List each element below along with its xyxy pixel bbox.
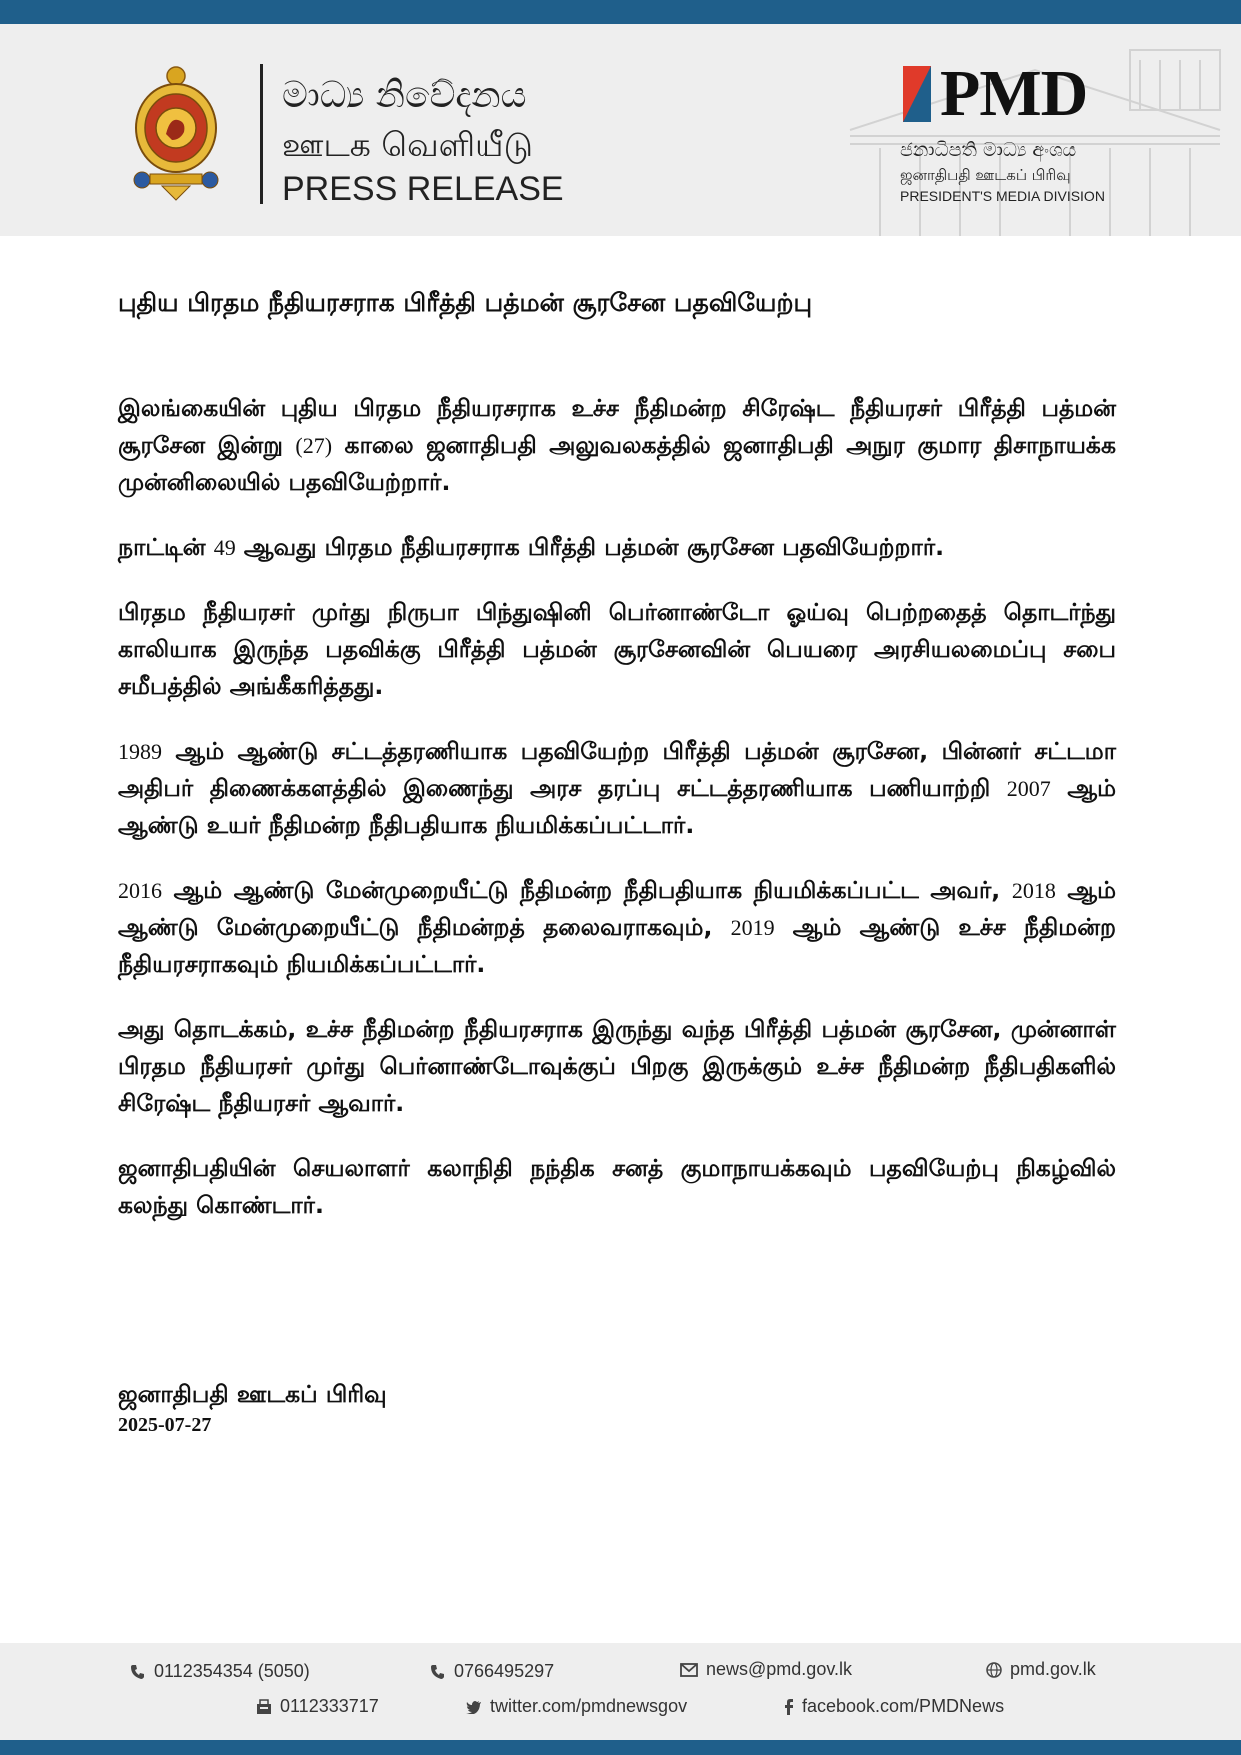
division-english: PRESIDENT'S MEDIA DIVISION [900,188,1105,204]
paragraph: இலங்கையின் புதிய பிரதம நீதியரசராக உச்ச நீதிமன்ற சிரேஷ்ட நீதியரசர் பிரீத்தி பத்மன் சூரசேன இன்று (27) காலை ஜனாதிபதி அலுவலகத்தில் ஜனாதிபதி அநுர குமார திசாநாயக்க முன்னிலையில் பதவியேற்றார். [118,394,1116,496]
paragraph: 2016 ஆம் ஆண்டு மேன்முறையீட்டு நீதிமன்ற நீதிபதியாக நியமிக்கப்பட்ட அவர், 2018 ஆம் ஆண்டு மேன்முறையீட்டு நீதிமன்றத் தலைவராகவும், 2019 ஆம் ஆண்டு உச்ச நீதிமன்ற நீதியரசராகவும் நியமிக்கப்பட்டார். [118,876,1117,978]
footer-facebook[interactable]: facebook.com/PMDNews [784,1696,1004,1717]
footer-email[interactable]: news@pmd.gov.lk [680,1659,852,1680]
footer-phone2[interactable]: 0766495297 [430,1661,554,1682]
paragraph: ஜனாதிபதியின் செயலாளர் கலாநிதி நந்திக சனத் குமாநாயக்கவும் பதவியேற்பு நிகழ்வில் கலந்து கொண்டார். [118,1154,1116,1219]
paragraph: 1989 ஆம் ஆண்டு சட்டத்தரணியாக பதவியேற்ற பிரீத்தி பத்மன் சூரசேன, பின்னர் சட்டமா அதிபர் திணைக்களத்தில் இணைந்து அரச தரப்பு சட்டத்தரணியாக பணியாற்றி 2007 ஆம் ஆண்டு உயர் நீதிமன்ற நீதிபதியாக நியமிக்கப்பட்டார். [118,737,1116,839]
letterhead [0,24,1241,236]
facebook-icon [784,1699,794,1715]
signature-name: ஜனாதிபதி ஊடகப் பிரிவு [118,1380,387,1408]
footer-twitter[interactable]: twitter.com/pmdnewsgov [466,1696,687,1717]
division-sinhala: ජනාධිපති මාධ්‍ය අංශය [900,139,1077,161]
fax-icon [256,1699,272,1715]
paragraph: அது தொடக்கம், உச்ச நீதிமன்ற நீதியரசராக இருந்து வந்த பிரீத்தி பத்மன் சூரசேன, முன்னாள் பிரதம நீதியரசர் முர்து பெர்னாண்டோவுக்குப் பிறகு இருக்கும் உச்ச நீதிமன்ற நீதிபதிகளில் சிரேஷ்ட நீதியரசர் ஆவார். [118,1015,1116,1117]
phone-icon [130,1664,146,1680]
footer-phone1[interactable]: 0112354354 (5050) [130,1661,310,1682]
top-accent-bar [0,0,1241,24]
header-divider [260,64,263,204]
email-icon [680,1663,698,1677]
footer-website[interactable]: pmd.gov.lk [986,1659,1096,1680]
national-emblem-icon [128,62,224,202]
mobile-phone-icon [430,1664,446,1680]
signature-block [118,1377,387,1439]
article-body [118,390,1116,1252]
bottom-accent-bar [0,1740,1241,1755]
title-sinhala: මාධ්‍ය නිවේදනය [282,75,527,116]
globe-icon [986,1662,1002,1678]
headline: புதிய பிரதம நீதியரசராக பிரீத்தி பத்மன் சூரசேன பதவியேற்பு [118,288,813,317]
paragraph: நாட்டின் 49 ஆவது பிரதம நீதியரசராக பிரீத்தி பத்மன் சூரசேன பதவியேற்றார். [118,533,945,561]
title-tamil: ஊடக வெளியீடு [282,125,533,164]
pmd-logo-text: PMD [940,57,1088,130]
division-tamil: ஜனாதிபதி ஊடகப் பிரிவு [900,166,1071,184]
release-date: 2025-07-27 [118,1414,212,1436]
paragraph: பிரதம நீதியரசர் முர்து நிருபா பிந்துஷினி பெர்னாண்டோ ஓய்வு பெற்றதைத் தொடர்ந்து காலியாக இருந்த பதவிக்கு பிரீத்தி பத்மன் சூரசேனவின் பெயரை அரசியலமைப்பு சபை சமீபத்தில் அங்கீகரித்தது. [118,598,1116,700]
pmd-logo-mark [903,66,931,122]
title-english: PRESS RELEASE [282,170,564,208]
twitter-icon [466,1700,482,1714]
footer-fax[interactable]: 0112333717 [256,1696,379,1717]
contact-footer [0,1643,1241,1740]
